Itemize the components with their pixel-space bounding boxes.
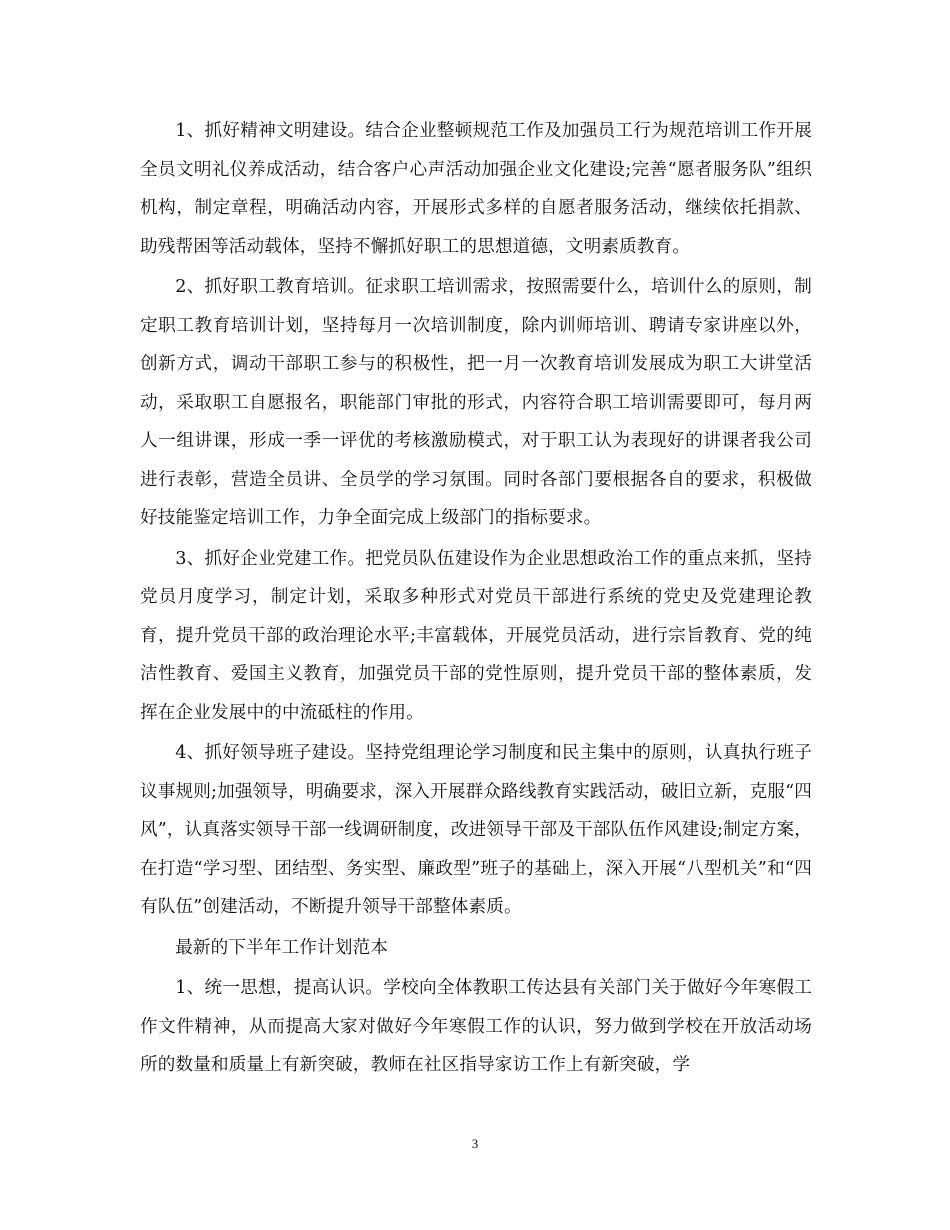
paragraph-staff-training: 2、抓好职工教育培训。征求职工培训需求，按照需要什么，培训什么的原则，制定职工教育培训计划，坚持每月一次培训制度，除内训师培训、聘请专家讲座以外，创新方式，调动干部职工参与的积极性，把一月一次教育培训发展成为职工大讲堂活动，采取职工自愿报名，职能部门审批的形式，内容符合职工培训需要即可，每月两人一组讲课，形成一季一评优的考核激励模式，对于职工认为表现好的讲课者我公司进行表彰，营造全员讲、全员学的学习氛围。同时各部门要根据各自的要求，积极做好技能鉴定培训工作，力争全面完成上级部门的指标要求。: [140, 277, 812, 528]
paragraph-party-building: 3、抓好企业党建工作。把党员队伍建设作为企业思想政治工作的重点来抓，坚持党员月度学习，制定计划，采取多种形式对党员干部进行系统的党史及党建理论教育，提升党员干部的政治理论水平;丰富载体，开展党员活动，进行宗旨教育、党的纯洁性教育、爱国主义教育，加强党员干部的党性原则，提升党员干部的整体素质，发挥在企业发展中的中流砥柱的作用。: [140, 548, 812, 723]
section-heading: 最新的下半年工作计划范本: [175, 937, 389, 958]
paragraph-unify-thinking: 1、统一思想，提高认识。学校向全体教职工传达县有关部门关于做好今年寒假工作文件精神，从而提高大家对做好今年寒假工作的认识，努力做到学校在开放活动场所的数量和质量上有新突破，教师在社区指导家访工作上有新突破，学: [140, 978, 812, 1075]
page-number: 3: [471, 1136, 479, 1151]
document-body: [140, 112, 812, 1087]
paragraph-spiritual-civilization: 1、抓好精神文明建设。结合企业整顿规范工作及加强员工行为规范培训工作开展全员文明礼仪养成活动，结合客户心声活动加强企业文化建设;完善“愿者服务队”组织机构，制定章程，明确活动内容，开展形式多样的自愿者服务活动，继续依托捐款、助残帮困等活动载体，坚持不懈抓好职工的思想道德，文明素质教育。: [140, 121, 812, 257]
paragraph-leadership-building: 4、抓好领导班子建设。坚持党组理论学习制度和民主集中的原则，认真执行班子议事规则;加强领导，明确要求，深入开展群众路线教育实践活动，破旧立新，克服“四风”，认真落实领导干部一线调研制度，改进领导干部及干部队伍作风建设;制定方案，在打造“学习型、团结型、务实型、廉政型”班子的基础上，深入开展“八型机关”和“四有队伍”创建活动，不断提升领导干部整体素质。: [140, 743, 812, 917]
